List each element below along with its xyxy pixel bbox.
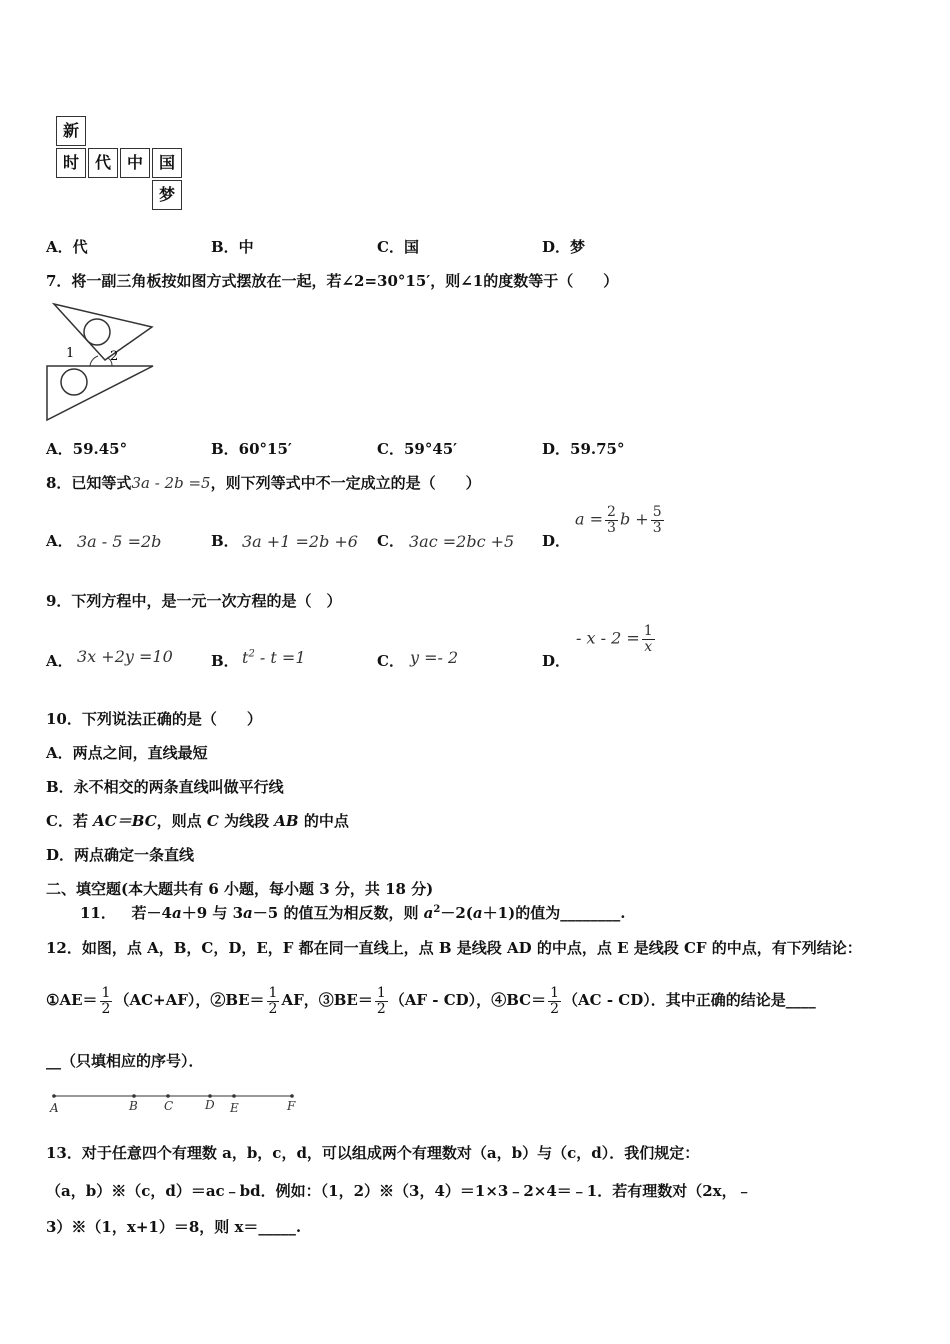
- text: C．若: [46, 812, 94, 830]
- point-label-d: D: [205, 1098, 215, 1112]
- half-fraction: [548, 986, 561, 1016]
- q8-d-lhs: a =: [575, 509, 604, 529]
- q9-option-b: [242, 648, 306, 667]
- text: ，则点: [156, 812, 207, 830]
- q12-stem: 12．如图，点 A，B，C，D，E，F 都在同一直线上，点 B 是线段 AD 的中点，点 E 是线段 CF 的中点，有下列结论：: [46, 939, 862, 957]
- q13-line-3: 3）※（1，x+1）＝8，则 x＝_____.: [46, 1218, 302, 1236]
- q13-line-2: （a，b）※（c，d）＝ac﹣bd．例如：（1，2）※（3，4）＝1×3﹣2×4＝﹣1．若有理数对（2x，﹣: [46, 1182, 752, 1200]
- text: 的中点: [298, 812, 349, 830]
- q12-tail: __（只填相应的序号）．: [46, 1052, 204, 1070]
- point-label-f: F: [287, 1099, 296, 1113]
- q8-d-mid: b +: [619, 509, 649, 529]
- half-fraction: [100, 986, 113, 1016]
- q7-option-d: D．59.75°: [542, 440, 625, 458]
- net-cell: 国: [152, 148, 182, 178]
- fraction-numerator: 5: [652, 504, 662, 520]
- fraction-denominator: 2: [376, 1000, 386, 1017]
- q10-option-c: [46, 810, 349, 831]
- q9-b-base: t: [242, 648, 249, 667]
- q9-b-rest: - t =1: [254, 648, 306, 667]
- q6-option-d: D．梦: [542, 238, 586, 256]
- q9-label-b: B．: [211, 652, 239, 670]
- q7-option-a: A．59.45°: [46, 440, 128, 458]
- text: 若－4: [131, 904, 172, 922]
- fraction-denominator: 2: [268, 1000, 278, 1017]
- q9-option-c: y =- 2: [410, 648, 459, 667]
- q11-number: 11．: [80, 904, 116, 922]
- q8-d-fraction-1: [605, 505, 618, 535]
- q9-label-d: D．: [542, 652, 571, 670]
- text: 为线段: [218, 812, 275, 830]
- q8-option-d: [575, 505, 666, 535]
- text: AC＝BC: [93, 812, 157, 830]
- fraction-numerator: 1: [550, 985, 560, 1001]
- q7-option-b: B．60°15′: [211, 440, 292, 458]
- angle-label-1: 1: [66, 346, 75, 361]
- net-cell: 新: [56, 116, 86, 146]
- q10-option-d: D．两点确定一条直线: [46, 846, 195, 864]
- fraction-numerator: 1: [643, 623, 653, 639]
- fraction-denominator: 2: [550, 1000, 560, 1017]
- net-cell: 中: [120, 148, 150, 178]
- fraction-numerator: 2: [607, 504, 616, 520]
- fraction-numerator: 1: [101, 985, 111, 1001]
- q6-option-b: B．中: [211, 238, 254, 256]
- q10-option-a: A．两点之间，直线最短: [46, 744, 208, 762]
- q6-option-c: C．国: [377, 238, 419, 256]
- number-line-figure: [40, 1088, 310, 1120]
- q9-option-a: 3x +2y =10: [77, 647, 173, 666]
- text: 2: [433, 904, 441, 915]
- q7-option-c: C．59°45′: [377, 440, 458, 458]
- point-label-b: B: [129, 1099, 138, 1113]
- fraction-numerator: 1: [376, 985, 386, 1001]
- q8-option-a: 3a - 5 =2b: [77, 532, 162, 551]
- text: a: [171, 904, 182, 922]
- text: ③BE＝: [318, 991, 373, 1010]
- angle-label-2: 2: [110, 349, 119, 364]
- section-2-heading: 二、填空题(本大题共有 6 小题，每小题 3 分，共 18 分): [46, 880, 434, 898]
- q12-conclusions: [46, 986, 816, 1016]
- q7-stem: 7．将一副三角板按如图方式摆放在一起，若∠2=30°15′，则∠1的度数等于（ ）: [46, 272, 619, 290]
- text: （AC - CD）．其中正确的结论是____: [563, 991, 816, 1010]
- fraction-denominator: 3: [607, 519, 616, 536]
- fraction-numerator: 1: [268, 985, 278, 1001]
- set-square-figure: [40, 298, 160, 426]
- text: a: [423, 904, 434, 922]
- q10-stem: 10．下列说法正确的是（ ）: [46, 710, 262, 728]
- net-cell: 代: [88, 148, 118, 178]
- q8-label-b: B．: [211, 532, 239, 550]
- q9-stem: 9．下列方程中，是一元一次方程的是（ ）: [46, 592, 342, 610]
- text: －2(: [440, 904, 473, 922]
- q8-option-c: 3ac =2bc +5: [409, 532, 515, 551]
- text: ＋1)的值为________.: [482, 904, 626, 922]
- q6-option-a: A．代: [46, 238, 88, 256]
- point-label-c: C: [164, 1099, 174, 1113]
- half-fraction: [267, 986, 280, 1016]
- half-fraction: [375, 986, 388, 1016]
- text: AF，: [281, 991, 319, 1010]
- q8-stem-pre: 8．已知等式: [46, 474, 132, 492]
- q9-d-fraction: [642, 624, 655, 654]
- text: a: [472, 904, 483, 922]
- text: C: [206, 812, 219, 830]
- text: ①AE＝: [46, 991, 98, 1010]
- q8-label-a: A．: [46, 532, 73, 550]
- q8-stem-post: ，则下列等式中不一定成立的是（ ）: [210, 474, 481, 492]
- q8-stem: [46, 472, 481, 493]
- text: （AF - CD），: [389, 991, 492, 1010]
- q9-b-exponent: 2: [248, 648, 255, 660]
- q8-stem-equation: 3a - 2b =5: [131, 474, 211, 492]
- q8-label-d: D．: [542, 532, 571, 550]
- point-label-e: E: [230, 1101, 239, 1115]
- text: ②BE＝: [210, 991, 265, 1010]
- q13-line-1: 13．对于任意四个有理数 a，b，c，d，可以组成两个有理数对（a，b）与（c，d）．我们规定：: [46, 1144, 700, 1162]
- q9-label-a: A．: [46, 652, 73, 670]
- text: a: [243, 904, 253, 922]
- q8-label-c: C．: [377, 532, 404, 550]
- text: ＋9 与 3: [181, 904, 244, 922]
- text: ④BC＝: [491, 991, 547, 1010]
- text: （AC+AF），: [114, 991, 211, 1010]
- q9-option-d: [576, 624, 657, 654]
- q9-label-c: C．: [377, 652, 404, 670]
- fraction-denominator: 3: [652, 519, 662, 536]
- fraction-denominator: 2: [101, 1000, 111, 1017]
- text: AB: [274, 812, 299, 830]
- point-label-a: A: [50, 1101, 59, 1115]
- q9-d-lhs: - x - 2 =: [576, 628, 640, 648]
- q8-option-b: 3a +1 =2b +6: [242, 532, 358, 551]
- q8-d-fraction-2: [651, 505, 664, 535]
- text: －5 的值互为相反数，则: [252, 904, 424, 922]
- q11: [80, 902, 625, 923]
- q10-option-b: B．永不相交的两条直线叫做平行线: [46, 778, 284, 796]
- net-cell: 梦: [152, 180, 182, 210]
- net-cell: 时: [56, 148, 86, 178]
- fraction-denominator: x: [644, 638, 653, 655]
